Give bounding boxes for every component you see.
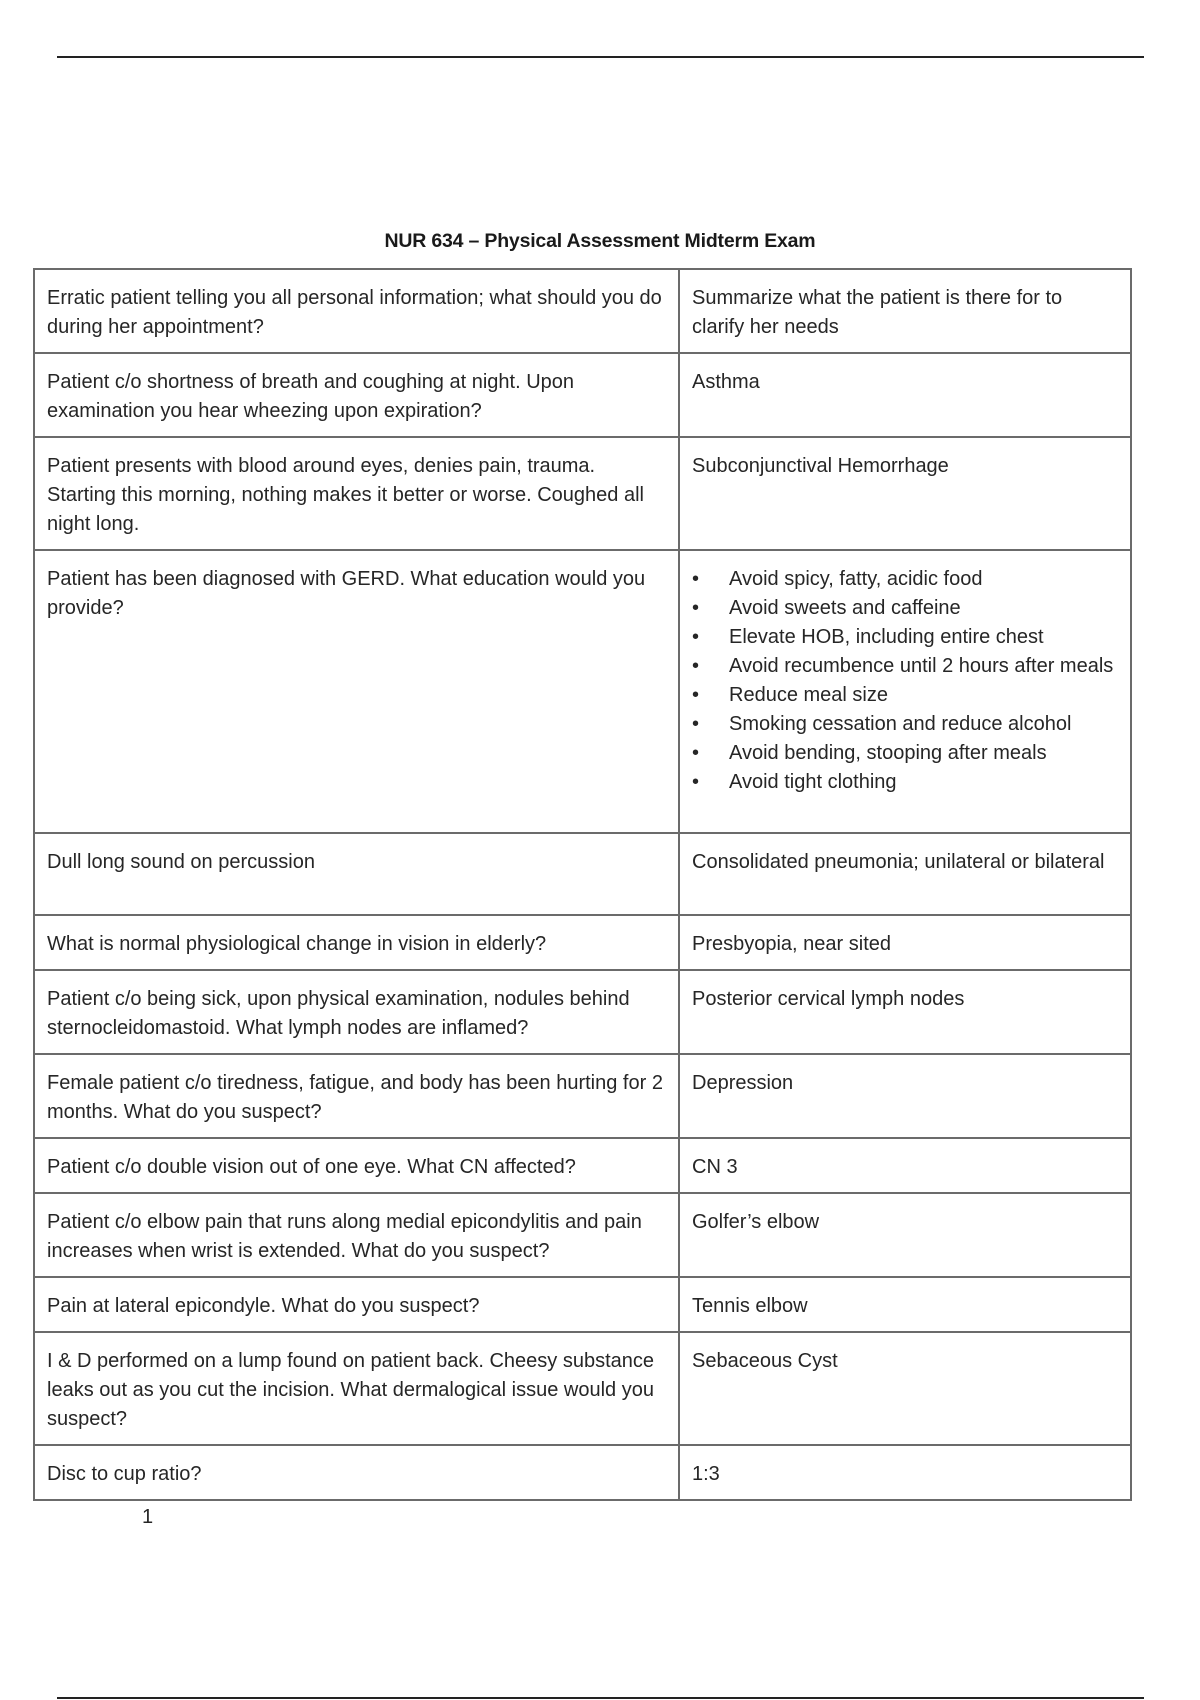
question-cell: Disc to cup ratio? <box>34 1445 679 1500</box>
header-rule <box>57 56 1144 58</box>
table-row <box>34 1138 1131 1193</box>
answer-cell: Asthma <box>679 353 1131 437</box>
answer-cell: Subconjunctival Hemorrhage <box>679 437 1131 550</box>
list-item: • Reduce meal size <box>692 681 1118 710</box>
answer-cell: Tennis elbow <box>679 1277 1131 1332</box>
list-item: • Avoid bending, stooping after meals <box>692 739 1118 768</box>
answer-cell: Consolidated pneumonia; unilateral or bilateral <box>679 833 1131 915</box>
question-cell: Patient c/o being sick, upon physical examination, nodules behind sternocleidomastoid. What lymph nodes are inflamed? <box>34 970 679 1054</box>
answer-cell: Golfer’s elbow <box>679 1193 1131 1277</box>
question-cell: Pain at lateral epicondyle. What do you suspect? <box>34 1277 679 1332</box>
question-cell: Erratic patient telling you all personal information; what should you do during her appointment? <box>34 269 679 353</box>
answer-cell: Sebaceous Cyst <box>679 1332 1131 1445</box>
table-row <box>34 1193 1131 1277</box>
answer-cell: 1:3 <box>679 1445 1131 1500</box>
question-cell: Patient c/o double vision out of one eye. What CN affected? <box>34 1138 679 1193</box>
question-cell: Female patient c/o tiredness, fatigue, and body has been hurting for 2 months. What do you suspect? <box>34 1054 679 1138</box>
document-title: NUR 634 – Physical Assessment Midterm Exam <box>384 230 816 252</box>
answer-cell: Summarize what the patient is there for to clarify her needs <box>679 269 1131 353</box>
question-cell: Patient has been diagnosed with GERD. What education would you provide? <box>34 550 679 833</box>
answer-cell: CN 3 <box>679 1138 1131 1193</box>
table-row <box>34 970 1131 1054</box>
answer-cell: Depression <box>679 1054 1131 1138</box>
list-item: • Avoid spicy, fatty, acidic food <box>692 565 1118 594</box>
table-row <box>34 1332 1131 1445</box>
question-cell: Patient c/o elbow pain that runs along medial epicondylitis and pain increases when wrist is extended. What do you suspect? <box>34 1193 679 1277</box>
answer-cell <box>679 550 1131 833</box>
table-row <box>34 550 1131 833</box>
list-item: • Avoid sweets and caffeine <box>692 594 1118 623</box>
table-row <box>34 353 1131 437</box>
list-item: • Avoid tight clothing <box>692 768 1118 797</box>
table-row <box>34 915 1131 970</box>
list-item: • Avoid recumbence until 2 hours after meals <box>692 652 1118 681</box>
table-row <box>34 1445 1131 1500</box>
list-item: • Elevate HOB, including entire chest <box>692 623 1118 652</box>
list-item: • Smoking cessation and reduce alcohol <box>692 710 1118 739</box>
table-row <box>34 1277 1131 1332</box>
gerd-education-list <box>692 565 1118 797</box>
answer-cell: Posterior cervical lymph nodes <box>679 970 1131 1054</box>
table-row <box>34 833 1131 915</box>
exam-table <box>33 268 1132 1501</box>
table-row <box>34 269 1131 353</box>
footer-rule <box>57 1697 1144 1699</box>
table-row <box>34 1054 1131 1138</box>
question-cell: Patient c/o shortness of breath and coughing at night. Upon examination you hear wheezing upon expiration? <box>34 353 679 437</box>
table-row <box>34 437 1131 550</box>
question-cell: Dull long sound on percussion <box>34 833 679 915</box>
page-number: 1 <box>142 1506 154 1528</box>
question-cell: Patient presents with blood around eyes, denies pain, trauma. Starting this morning, nothing makes it better or worse. Coughed all night long. <box>34 437 679 550</box>
answer-cell: Presbyopia, near sited <box>679 915 1131 970</box>
question-cell: I & D performed on a lump found on patient back. Cheesy substance leaks out as you cut the incision. What dermalogical issue would you suspect? <box>34 1332 679 1445</box>
question-cell: What is normal physiological change in vision in elderly? <box>34 915 679 970</box>
